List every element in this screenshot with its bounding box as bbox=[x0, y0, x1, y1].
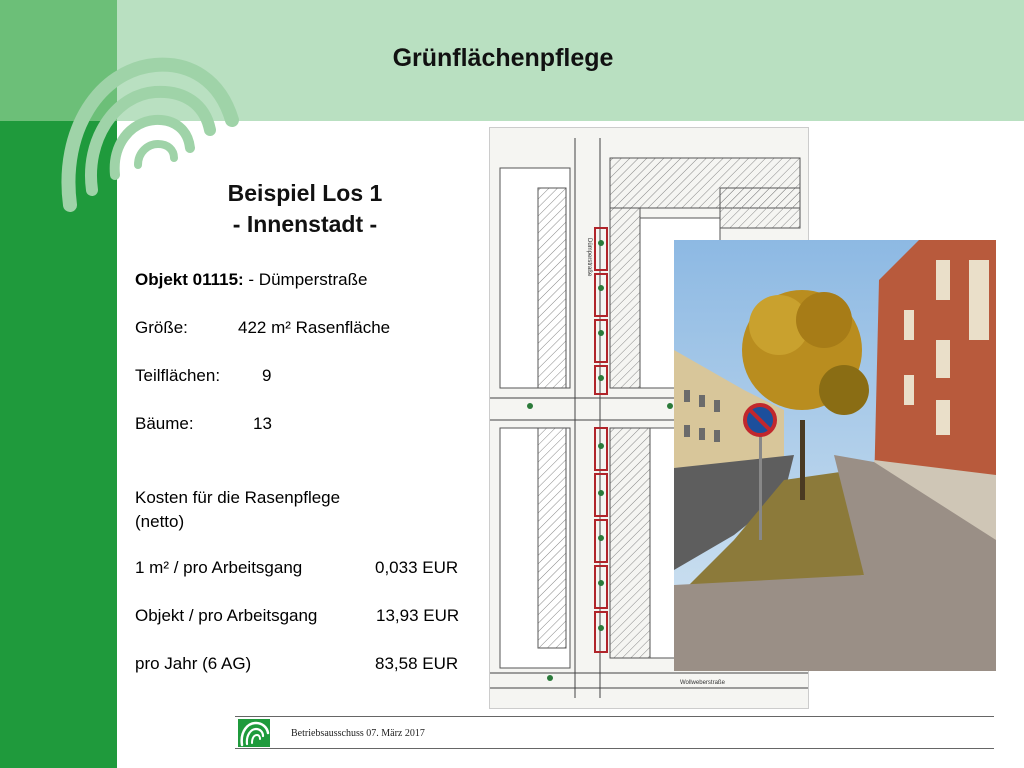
cost-row bbox=[135, 558, 459, 578]
footer-logo-icon bbox=[238, 719, 270, 747]
subtitle-line-1: Beispiel Los 1 bbox=[227, 180, 383, 206]
fact-groesse-label: Größe: bbox=[135, 318, 188, 337]
fact-groesse-value: 422 m² Rasenfläche bbox=[238, 318, 391, 337]
subtitle-line-2: - Innenstadt - bbox=[232, 211, 378, 237]
fact-teilflaechen bbox=[135, 366, 272, 386]
object-line bbox=[135, 270, 367, 290]
fact-teilflaechen-label: Teilflächen: bbox=[135, 366, 221, 385]
slide-title: Grünflächenpflege bbox=[392, 44, 614, 72]
cost-row-value: 83,58 EUR bbox=[375, 654, 459, 673]
cost-row bbox=[135, 606, 460, 626]
cost-row bbox=[135, 654, 459, 674]
map-street-bottom-label: Wollweberstraße bbox=[680, 680, 725, 686]
footer-text: Betriebsausschuss 07. März 2017 bbox=[291, 728, 425, 739]
fact-baeume-label: Bäume: bbox=[135, 414, 194, 433]
street-photo bbox=[674, 240, 996, 671]
street-photo-drawing bbox=[674, 240, 996, 671]
footer-top-rule bbox=[235, 716, 994, 717]
fact-baeume bbox=[135, 414, 272, 434]
fact-groesse bbox=[135, 318, 391, 338]
object-name: - Dümperstraße bbox=[243, 270, 368, 289]
fact-teilflaechen-value: 9 bbox=[262, 366, 272, 385]
no-parking-sign-icon bbox=[745, 405, 775, 435]
cost-row-value: 0,033 EUR bbox=[375, 558, 459, 577]
footer-bottom-rule bbox=[235, 748, 994, 749]
cost-row-label: pro Jahr (6 AG) bbox=[135, 654, 252, 673]
costs-heading-line-2: (netto) bbox=[135, 512, 185, 531]
cost-row-label: Objekt / pro Arbeitsgang bbox=[135, 606, 318, 625]
slide-subtitle bbox=[190, 178, 420, 240]
fact-baeume-value: 13 bbox=[253, 414, 272, 433]
costs-heading bbox=[135, 486, 340, 534]
costs-heading-line-1: Kosten für die Rasenpflege bbox=[135, 488, 341, 507]
cost-row-label: 1 m² / pro Arbeitsgang bbox=[135, 558, 303, 577]
cost-row-value: 13,93 EUR bbox=[376, 606, 460, 625]
map-street-vertical-label: Dümperstraße bbox=[586, 238, 592, 277]
object-label: Objekt 01115: bbox=[135, 270, 244, 289]
